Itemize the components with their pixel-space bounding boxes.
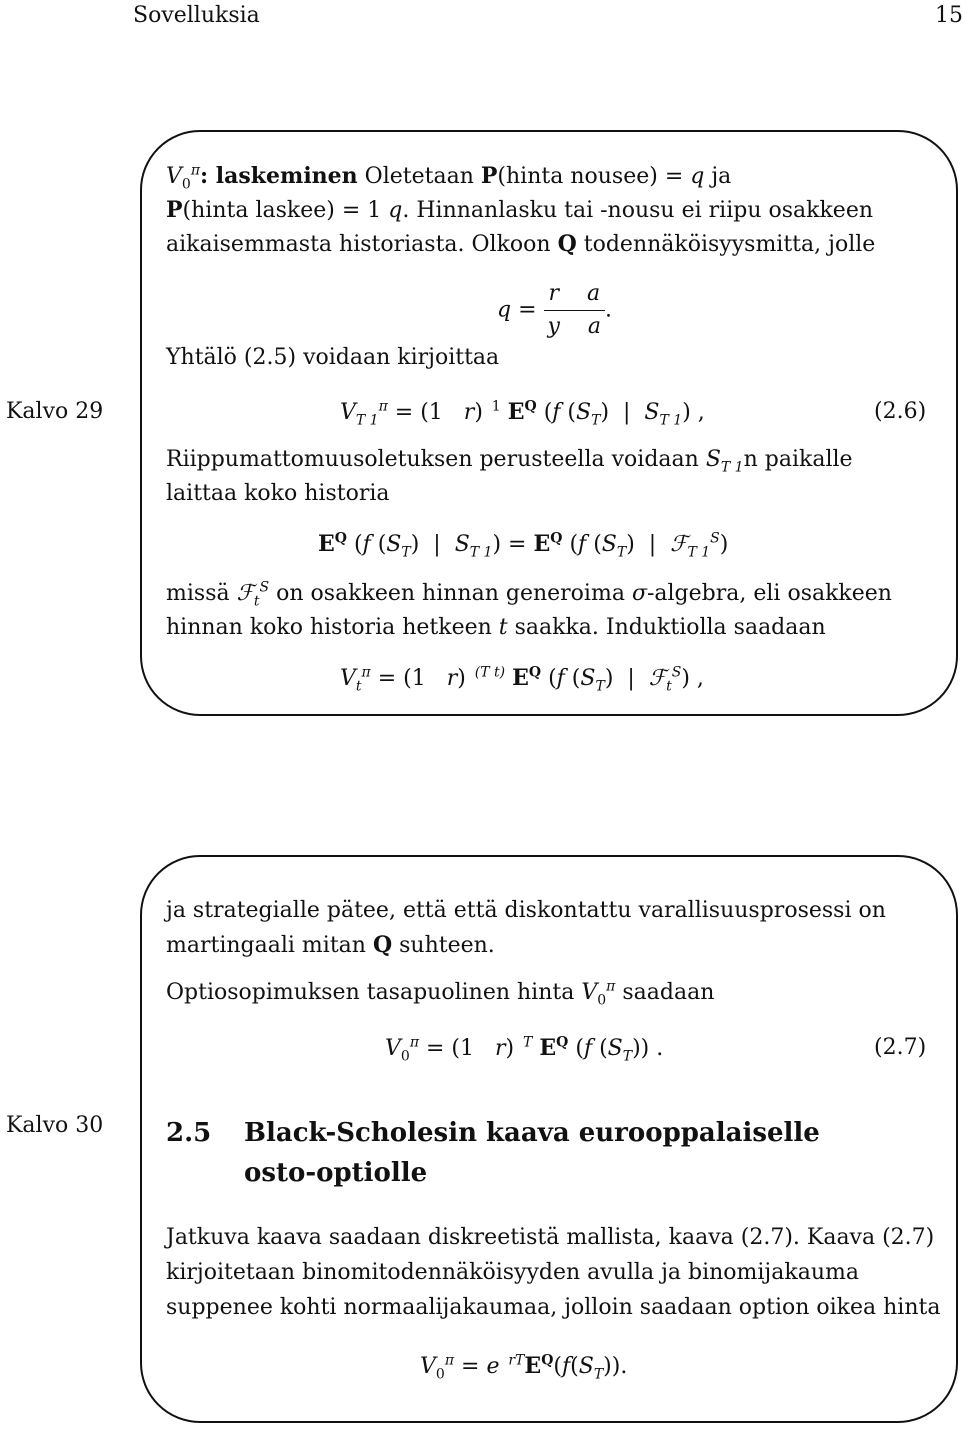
body-line2: kirjoitetaan binomitodennäköisyyden avulla ja binomijakauma — [166, 1260, 859, 1285]
slide-30-para1-line1: ja strategialle pätee, että että diskontattu varallisuusprosessi on — [166, 898, 886, 923]
slide-29-line3: aikaisemmasta historiasta. Olkoon Q todennäköisyysmitta, jolle — [166, 231, 876, 257]
slide-29-para1-line1: Riippumattomuusoletuksen perusteella voidaan $S_{T 1}n$ paikalle — [166, 447, 853, 476]
section-title-line2: osto-optiolle — [244, 1158, 428, 1188]
equation-number-2-7: (2.7) — [874, 1035, 927, 1060]
equation-induction: $V_t^\pi = (1$ r) $^{(T t)}$ $E^Q$ (f $(S_T)$ | ℱ$_t^S$) , — [340, 664, 704, 695]
running-header-section: Sovelluksia — [133, 3, 260, 28]
equation-history: $E^Q$ (f $(S_T)$ | $S_{T 1}) = E^Q$ (f $(S_T)$ | ℱ$_{T 1}^S$) — [318, 530, 729, 561]
slide-29-line2: P(hinta laskee) = 1 q. Hinnanlasku tai -nousu ei riipu osakkeen — [166, 197, 874, 223]
equation-number-2-6: (2.6) — [874, 399, 927, 424]
section-number: 2.5 — [166, 1118, 212, 1148]
section-heading — [166, 1114, 820, 1188]
body-line3: suppenee kohti normaalijakaumaa, jolloin saadaan option oikea hinta — [166, 1295, 941, 1320]
slide-30-label: Kalvo 30 — [6, 1113, 104, 1138]
equation-black-scholes: $V_0^\pi = e$ $^{rT}E^Q(f(S_T))$. — [420, 1352, 628, 1383]
yhtalo-text: Yhtälö (2.5) voidaan kirjoittaa — [166, 345, 500, 370]
slide-29-para1-line2: laittaa koko historia — [166, 481, 390, 506]
body-line1: Jatkuva kaava saadaan diskreetistä mallista, kaava (2.7). Kaava (2.7) — [166, 1225, 935, 1250]
heading-bold: : laskeminen — [200, 163, 358, 189]
optio-line: Optiosopimuksen tasapuolinen hinta $V_0^\pi$ saadaan — [166, 978, 715, 1009]
equation-q: q = $\frac{\text{r a}}{\text{y a}}$ . — [497, 278, 612, 343]
section-title-line1: Black-Scholesin kaava eurooppalaiselle — [244, 1118, 820, 1148]
missa-line: missä ℱ$_t^S$ on osakkeen hinnan generoima σ-algebra, eli osakkeen — [166, 579, 892, 610]
equation-2-7: $V_0^\pi = (1$ r) $^T$ $E^Q$ (f $(S_T)$) . — [385, 1034, 664, 1065]
slide-29-heading: $V_0^\pi$: laskeminen Oletetaan P(hinta nousee) = q ja — [166, 162, 732, 193]
slide-30-para1-line2: martingaali mitan Q suhteen. — [166, 932, 495, 958]
page-number: 15 — [935, 3, 963, 28]
equation-2-6: $V_{T 1}^\pi = (1$ r) $^1$ $E^Q$ (f $(S_T)$ | $S_{T 1}$) , — [340, 398, 705, 429]
slide-29-label: Kalvo 29 — [6, 399, 104, 424]
hinnan-line: hinnan koko historia hetkeen t saakka. Induktiolla saadaan — [166, 615, 826, 640]
